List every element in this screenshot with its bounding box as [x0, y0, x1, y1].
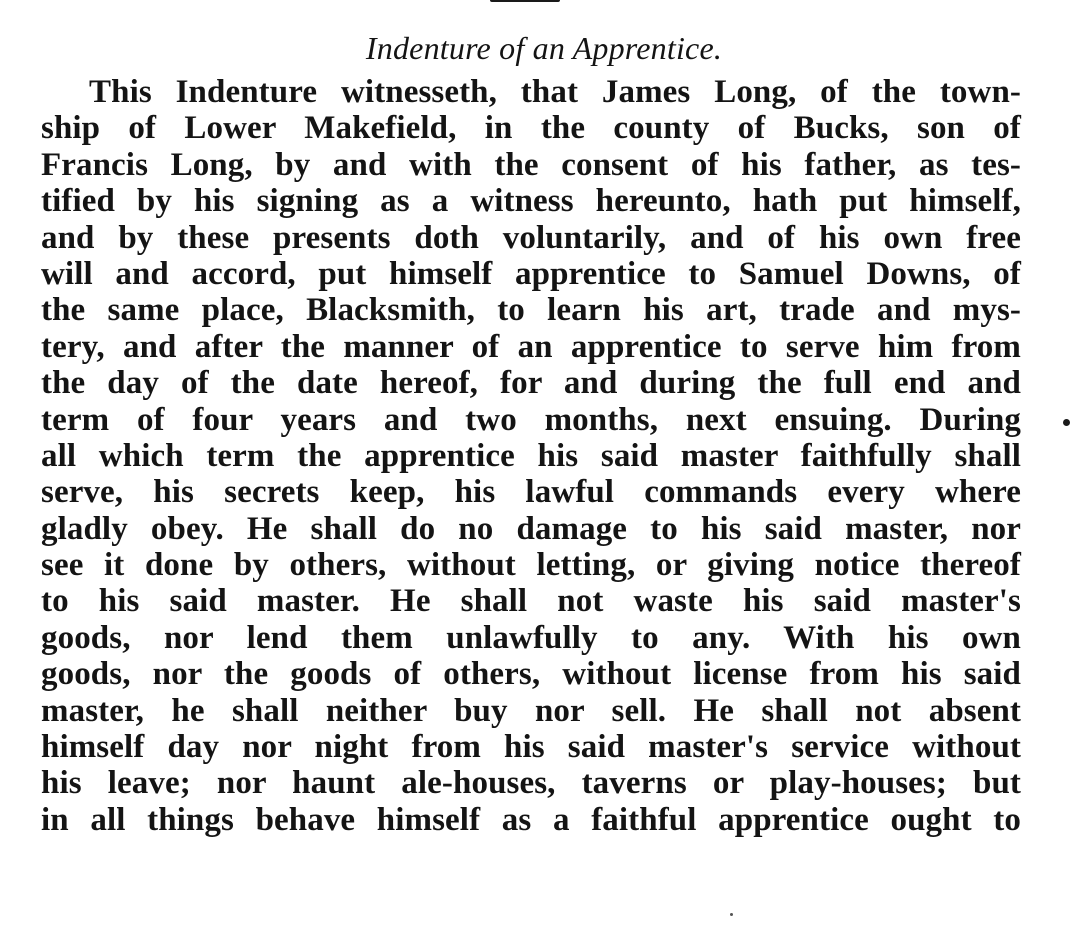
text-line: tified by his signing as a witness hereunto, hath put himself, — [41, 183, 1021, 220]
text-line: the day of the date hereof, for and during the full end and — [41, 365, 1021, 402]
text-line: Francis Long, by and with the consent of his father, as tes- — [41, 146, 1021, 183]
text-line: and by these presents doth voluntarily, and of his own free — [41, 219, 1021, 256]
text-line: This Indenture witnesseth, that James Long, of the town- — [89, 74, 1021, 110]
paper-speck — [730, 913, 733, 916]
text-line: goods, nor lend them unlawfully to any. With his own — [41, 619, 1021, 656]
text-line: will and accord, put himself apprentice to Samuel Downs, of — [41, 255, 1021, 292]
text-line: serve, his secrets keep, his lawful commands every where — [41, 474, 1021, 511]
text-line: in all things behave himself as a faithful apprentice ought to — [41, 801, 1021, 838]
text-line: see it done by others, without letting, or giving notice thereof — [41, 547, 1021, 584]
text-line: all which term the apprentice his said master faithfully shall — [41, 437, 1021, 474]
text-line: gladly obey. He shall do no damage to his said master, nor — [41, 510, 1021, 547]
document-title: Indenture of an Apprentice. — [365, 30, 723, 66]
text-line: ship of Lower Makefield, in the county of Bucks, son of — [41, 110, 1021, 147]
indenture-paragraph — [41, 74, 1021, 838]
text-line: to his said master. He shall not waste his said master's — [41, 583, 1021, 620]
text-line: tery, and after the manner of an apprentice to serve him from — [41, 328, 1021, 365]
text-line: himself day nor night from his said master's service without — [41, 729, 1021, 766]
cropped-header-fragment — [490, 0, 580, 4]
text-line: the same place, Blacksmith, to learn his art, trade and mys- — [41, 292, 1021, 329]
text-line: his leave; nor haunt ale-houses, taverns or play-houses; but — [41, 765, 1021, 802]
text-line: term of four years and two months, next ensuing. During — [41, 401, 1021, 438]
text-line: goods, nor the goods of others, without license from his said — [41, 656, 1021, 693]
margin-ink-dot — [1063, 419, 1070, 426]
text-line: master, he shall neither buy nor sell. He shall not absent — [41, 692, 1021, 729]
